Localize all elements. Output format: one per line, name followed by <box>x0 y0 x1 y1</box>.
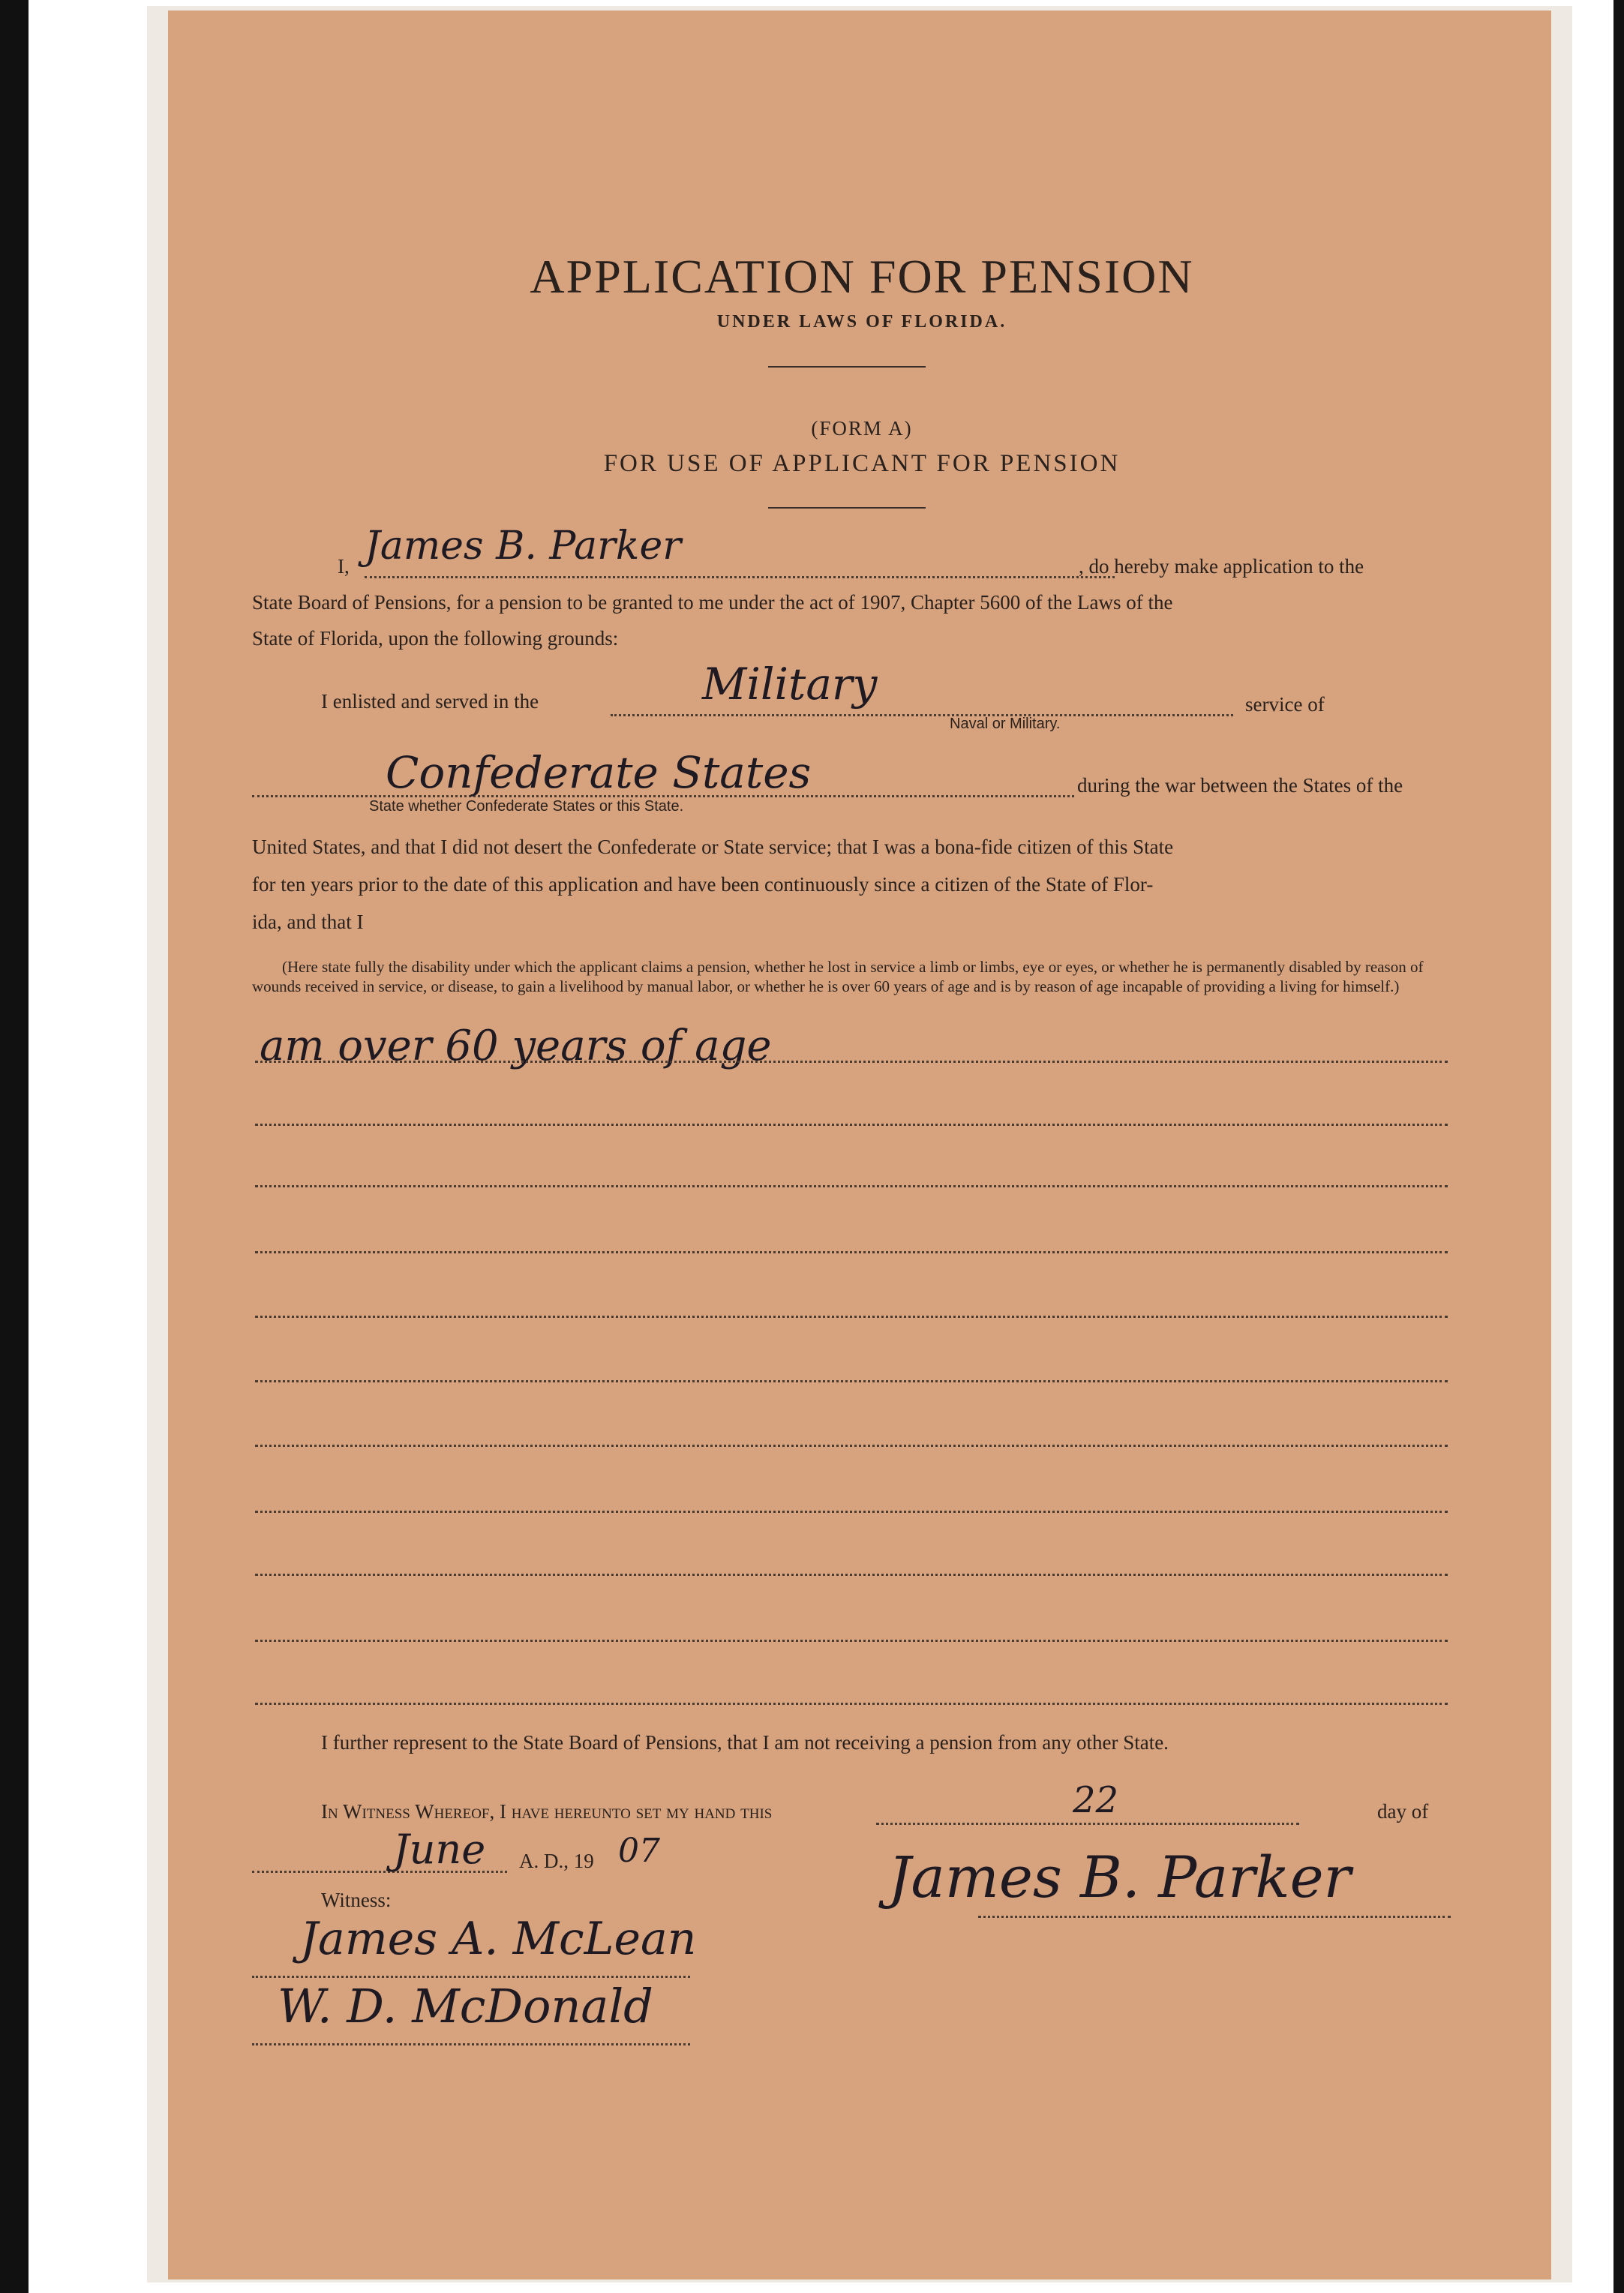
header-divider-2 <box>768 507 926 509</box>
day-dotted-line <box>876 1823 1299 1825</box>
disability-line-1 <box>255 1061 1448 1063</box>
month-field[interactable]: June <box>393 1826 486 1873</box>
intro-line1-suffix: , do hereby make application to the <box>1079 555 1364 578</box>
disability-instructions: (Here state fully the disability under which the applicant claims a pension, whether he lost in service a limb or limbs, eye or eyes, or whether he is permanently disabled by reason of wounds received in service, or disease, to gain a livelihood by manual labor, or whether he is over 60 years of age and is by reason of age incapable of providing a living for himself.) <box>252 958 1424 995</box>
witness-2-dotted-line <box>252 2043 690 2045</box>
service-state-caption: State whether Confederate States or this State. <box>369 798 684 815</box>
service-branch-field[interactable]: Military <box>702 659 878 710</box>
disability-line-7 <box>255 1445 1448 1447</box>
disability-line-3 <box>255 1185 1448 1187</box>
disability-answer-field[interactable]: am over 60 years of age <box>260 1022 772 1070</box>
form-label: (FORM A) <box>811 417 913 440</box>
service-branch-dotted-line <box>611 714 1233 716</box>
applicant-name-field[interactable]: James B. Parker <box>365 524 682 569</box>
applicant-name-dotted-line <box>365 576 1115 578</box>
service-line1: United States, and that I did not desert the Confederate or State service; that I was a bona-fide citizen of this State <box>252 836 1174 858</box>
service-line2: for ten years prior to the date of this application and have been continuously since a citizen of the State of Flor- <box>252 873 1154 896</box>
service-branch-caption: Naval or Military. <box>950 716 1061 732</box>
scan-frame-right <box>1613 0 1624 2293</box>
header-divider-1 <box>768 366 926 368</box>
witness-2-signature[interactable]: W. D. McDonald <box>278 1979 653 2033</box>
disability-line-8 <box>255 1511 1448 1513</box>
year-field[interactable]: 07 <box>618 1832 660 1870</box>
disability-line-10 <box>255 1640 1448 1642</box>
intro-line3: State of Florida, upon the following grounds: <box>252 627 619 650</box>
intro-line2: State Board of Pensions, for a pension to be granted to me under the act of 1907, Chapter 5600 of the Laws of the <box>252 591 1173 614</box>
disability-line-6 <box>255 1380 1448 1382</box>
form-subtitle: UNDER LAWS OF FLORIDA. <box>716 312 1007 332</box>
service-prefix: I enlisted and served in the <box>321 690 539 713</box>
form-title: APPLICATION FOR PENSION <box>530 250 1194 303</box>
day-field[interactable]: 22 <box>1073 1779 1119 1821</box>
closing-statement: I further represent to the State Board of Pensions, that I am not receiving a pension from any other State. <box>321 1731 1169 1754</box>
form-use-line: FOR USE OF APPLICANT FOR PENSION <box>603 450 1121 477</box>
applicant-signature-dotted-line <box>978 1916 1451 1918</box>
disability-line-11 <box>255 1703 1448 1705</box>
scan-frame-left <box>0 0 29 2293</box>
service-state-field[interactable]: Confederate States <box>386 747 812 798</box>
disability-line-9 <box>255 1574 1448 1576</box>
applicant-signature[interactable]: James B. Parker <box>888 1844 1351 1910</box>
disability-line-4 <box>255 1251 1448 1253</box>
day-suffix: day of <box>1377 1800 1429 1823</box>
service-state-suffix: during the war between the States of the <box>1077 774 1403 797</box>
witness-whereof-prefix: In Witness Whereof, I have hereunto set my hand this <box>321 1800 773 1823</box>
disability-line-2 <box>255 1124 1448 1126</box>
ad-label: A. D., 19 <box>519 1850 594 1872</box>
pension-application-form <box>168 11 1551 2279</box>
service-line3: ida, and that I <box>252 911 364 933</box>
witness-label: Witness: <box>321 1889 392 1911</box>
service-suffix: service of <box>1245 693 1325 716</box>
intro-prefix: I, <box>338 555 350 578</box>
witness-1-dotted-line <box>252 1976 690 1978</box>
witness-1-signature[interactable]: James A. McLean <box>300 1913 697 1965</box>
disability-line-5 <box>255 1316 1448 1318</box>
